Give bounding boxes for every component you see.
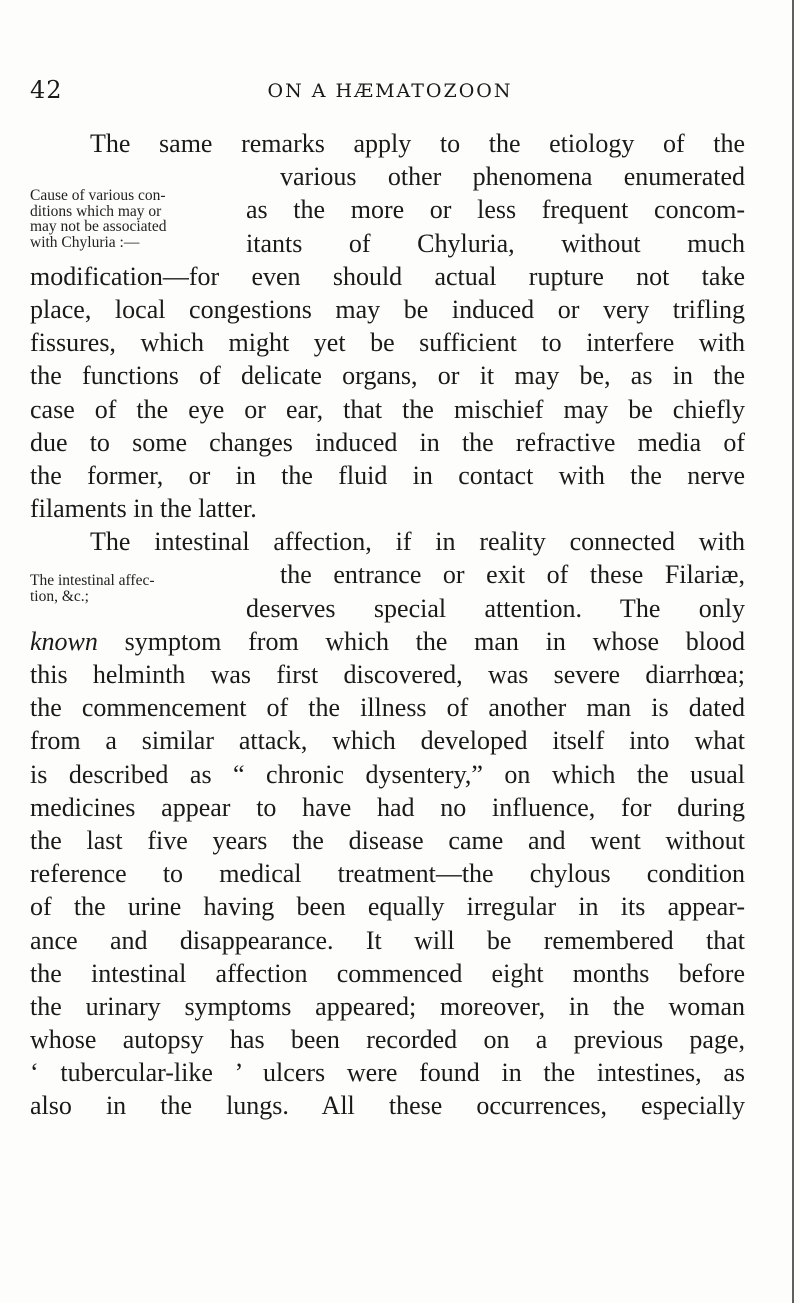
text-line: itants of Chyluria, without much bbox=[246, 228, 745, 258]
page-edge-line bbox=[792, 0, 794, 1303]
text-line: of the urine having been equally irregular in its appear- bbox=[30, 892, 745, 922]
text-line: various other phenomena enumerated bbox=[280, 162, 745, 192]
text-line: place, local congestions may be induced or very trifling bbox=[30, 294, 745, 324]
text-line: deserves special attention. The only bbox=[246, 593, 745, 623]
text-line: due to some changes induced in the refractive media of bbox=[30, 427, 745, 457]
text-line: ‘ tubercular-like ’ ulcers were found in the intestines, as bbox=[30, 1058, 745, 1088]
text-line: also in the lungs. All these occurrences, especially bbox=[30, 1091, 745, 1121]
text-line: filaments in the latter. bbox=[30, 494, 257, 524]
text-line bbox=[30, 625, 745, 658]
text-line: The same remarks apply to the etiology of the bbox=[90, 129, 745, 158]
paragraph-intestinal bbox=[30, 525, 745, 1122]
text-line: case of the eye or ear, that the mischief may be chiefly bbox=[30, 394, 745, 424]
text-line: the commencement of the illness of another man is dated bbox=[30, 693, 745, 723]
text-line: the former, or in the fluid in contact with the nerve bbox=[30, 460, 745, 490]
text-line: reference to medical treatment—the chylous condition bbox=[30, 859, 745, 889]
text-line: ance and disappearance. It will be remembered that bbox=[30, 925, 745, 955]
text-line: The intestinal affection, if in reality connected with bbox=[90, 527, 745, 557]
body-text bbox=[30, 127, 745, 1123]
text-line: is described as “ chronic dysentery,” on which the usual bbox=[30, 759, 745, 789]
margin-note-line: The intestinal affec- bbox=[30, 572, 155, 589]
running-head: ON A HÆMATOZOON bbox=[267, 80, 513, 102]
text-line: this helminth was first discovered, was severe diarrhœa; bbox=[30, 660, 745, 689]
text-line: modification—for even should actual rupture not take bbox=[30, 261, 745, 291]
text-line: fissures, which might yet be sufficient to interfere with bbox=[30, 328, 745, 358]
text-line: from a similar attack, which developed itself into what bbox=[30, 726, 745, 756]
text-line: the functions of delicate organs, or it may be, as in the bbox=[30, 361, 745, 391]
text-line: the entrance or exit of these Filariæ, bbox=[280, 560, 745, 590]
margin-note-line: with Chyluria :— bbox=[30, 233, 140, 251]
margin-note-line: may not be associated bbox=[30, 218, 167, 235]
margin-note-line: Cause of various con- bbox=[30, 187, 166, 204]
text-fragment: symptom from which the man in whose blood bbox=[97, 626, 745, 656]
text-line: the intestinal affection commenced eight months before bbox=[30, 958, 745, 988]
margin-note-line: tion, &c.; bbox=[30, 587, 89, 605]
text-line: medicines appear to have had no influence, for during bbox=[30, 792, 745, 822]
text-line: the last five years the disease came and went without bbox=[30, 825, 745, 855]
margin-note-line: ditions which may or bbox=[30, 202, 162, 220]
paragraph-etiology bbox=[30, 127, 745, 525]
text-line: the urinary symptoms appeared; moreover, in the woman bbox=[30, 991, 745, 1021]
emphasis-known: known bbox=[30, 626, 98, 656]
page-header bbox=[30, 76, 750, 106]
text-line: whose autopsy has been recorded on a previous page, bbox=[30, 1025, 745, 1055]
text-line: as the more or less frequent concom- bbox=[246, 195, 745, 225]
page-number: 42 bbox=[30, 76, 63, 104]
